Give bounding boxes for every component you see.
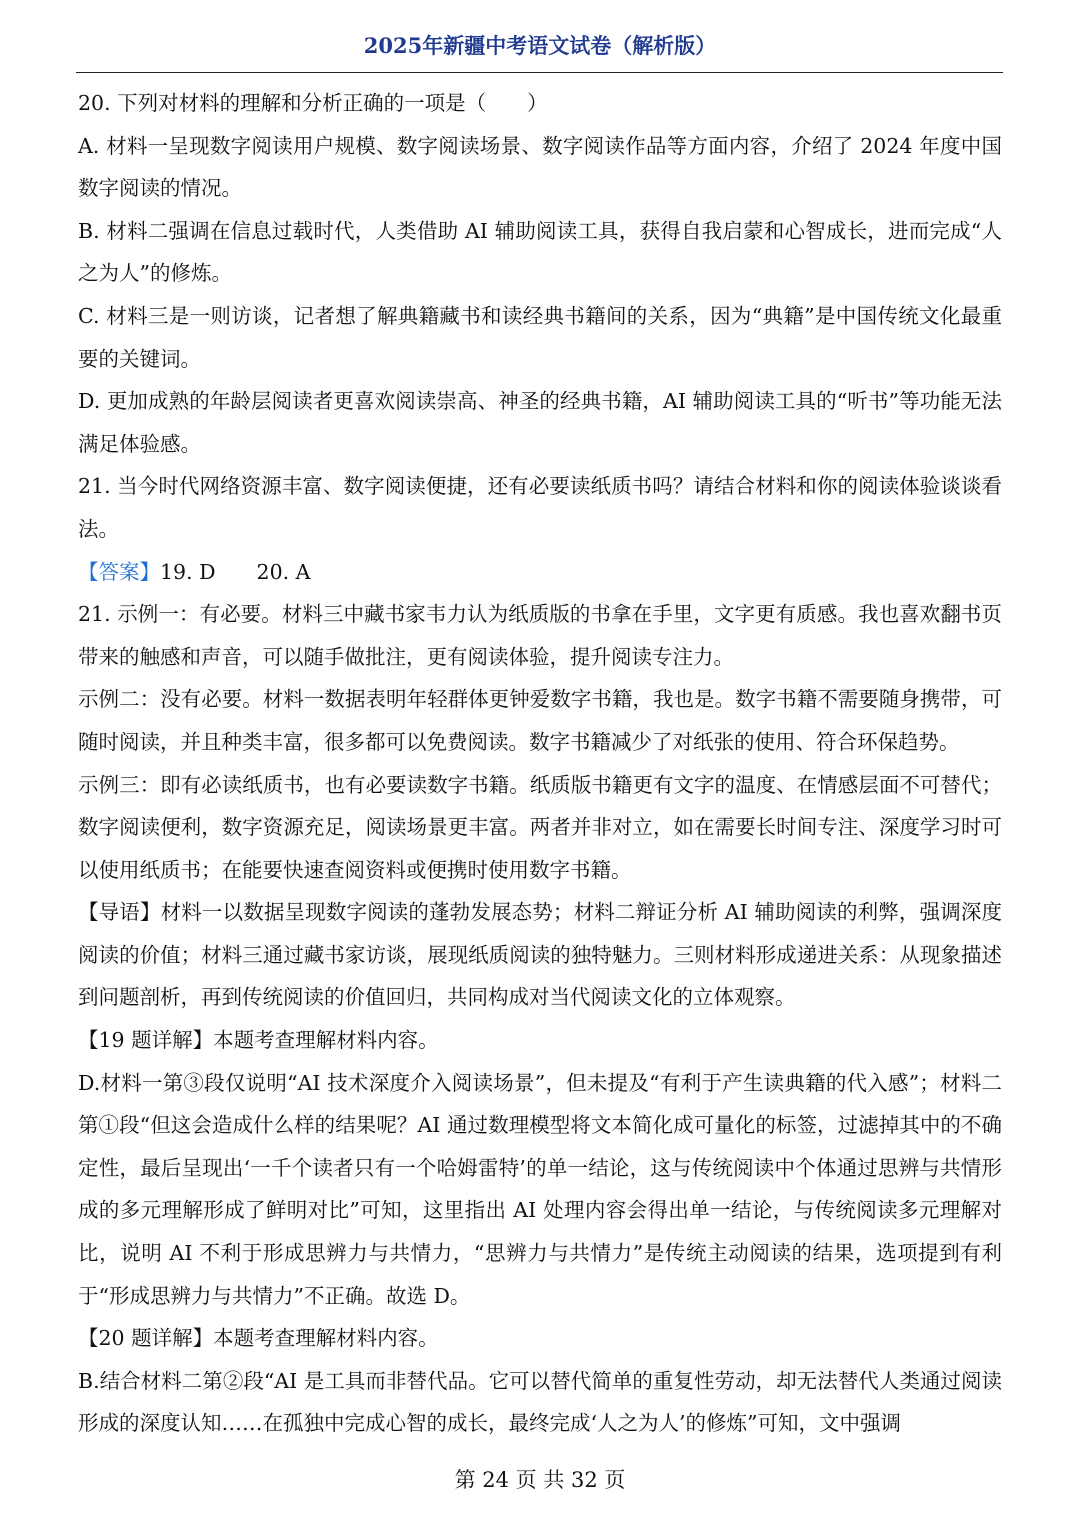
q20-detail-text: B.结合材料二第②段“AI 是工具而非替代品。它可以替代简单的重复性劳动，却无法替代人类通过阅读形成的深度认知……在孤独中完成心智的成长，最终完成‘人之为人’的修炼”可知，文中强调 (78, 1368, 1002, 1436)
q19-detail-text: D.材料一第③段仅说明“AI 技术深度介入阅读场景”，但未提及“有利于产生读典籍的代入感”；材料二第①段“但这会造成什么样的结果呢？AI 通过数理模型将文本简化成可量化的标签，过滤掉其中的不确定性，最后呈现出‘一千个读者只有一个哈姆雷特’的单一结论，这与传统阅读中个体通过思辨与共情形成的多元理解形成了鲜明对比”可知，这里指出 AI 处理内容会得出单一结论，与传统阅读多元理解对比，说明 AI 不利于形成思辨力与共情力，“思辨力与共情力”是传统主动阅读的结果，选项提到有利于“形成思辨力与共情力”不正确。故选 D。 (78, 1070, 1002, 1308)
answer-tag: 【答案】 (78, 559, 160, 584)
q21-example-2: 示例二：没有必要。材料一数据表明年轻群体更钟爱数字书籍，我也是。数字书籍不需要随身携带，可随时阅读，并且种类丰富，很多都可以免费阅读。数字书籍减少了对纸张的使用、符合环保趋势。 (78, 687, 1002, 754)
q20-option-c: C. 材料三是一则访谈，记者想了解典籍藏书和读经典书籍间的关系，因为“典籍”是中国传统文化最重要的关键词。 (78, 303, 1002, 371)
page-number: 第 24 页 共 32 页 (454, 1468, 626, 1492)
page-content (78, 82, 1002, 1445)
q20-option-d: D. 更加成熟的年龄层阅读者更喜欢阅读崇高、神圣的经典书籍，AI 辅助阅读工具的“听书”等功能无法满足体验感。 (78, 389, 1002, 456)
q20-detail-heading: 【20 题详解】本题考查理解材料内容。 (78, 1326, 439, 1351)
q21-example-3: 示例三：即有必读纸质书，也有必要读数字书籍。纸质版书籍更有文字的温度、在情感层面不可替代；数字阅读便利，数字资源充足，阅读场景更丰富。两者并非对立，如在需要长时间专注、深度学习时可以使用纸质书；在能要快速查阅资料或便携时使用数字书籍。 (78, 772, 1002, 882)
q20-stem: 20. 下列对材料的理解和分析正确的一项是（ ） (78, 91, 548, 115)
header-rule (76, 72, 1003, 73)
answer-text: 19. D 20. A (160, 559, 311, 584)
q21-example-1: 21. 示例一：有必要。材料三中藏书家韦力认为纸质版的书拿在手里，文字更有质感。我也喜欢翻书页带来的触感和声音，可以随手做批注，更有阅读体验，提升阅读专注力。 (78, 602, 1002, 669)
q21-stem: 21. 当今时代网络资源丰富、数字阅读便捷，还有必要读纸质书吗？请结合材料和你的阅读体验谈谈看法。 (78, 474, 1002, 541)
q19-detail-heading: 【19 题详解】本题考查理解材料内容。 (78, 1028, 439, 1053)
q20-option-b: B. 材料二强调在信息过载时代，人类借助 AI 辅助阅读工具，获得自我启蒙和心智成长，进而完成“人之为人”的修炼。 (78, 218, 1002, 286)
answer-line (78, 551, 1002, 594)
page-header-title: 2025年新疆中考语文试卷（解析版） (363, 33, 717, 58)
guide-paragraph: 【导语】材料一以数据呈现数字阅读的蓬勃发展态势；材料二辩证分析 AI 辅助阅读的利弊，强调深度阅读的价值；材料三通过藏书家访谈，展现纸质阅读的独特魅力。三则材料形成递进关系：从现象描述到问题剖析，再到传统阅读的价值回归，共同构成对当代阅读文化的立体观察。 (78, 900, 1002, 1010)
q20-option-a: A. 材料一呈现数字阅读用户规模、数字阅读场景、数字阅读作品等方面内容，介绍了 2024 年度中国数字阅读的情况。 (78, 133, 1002, 201)
